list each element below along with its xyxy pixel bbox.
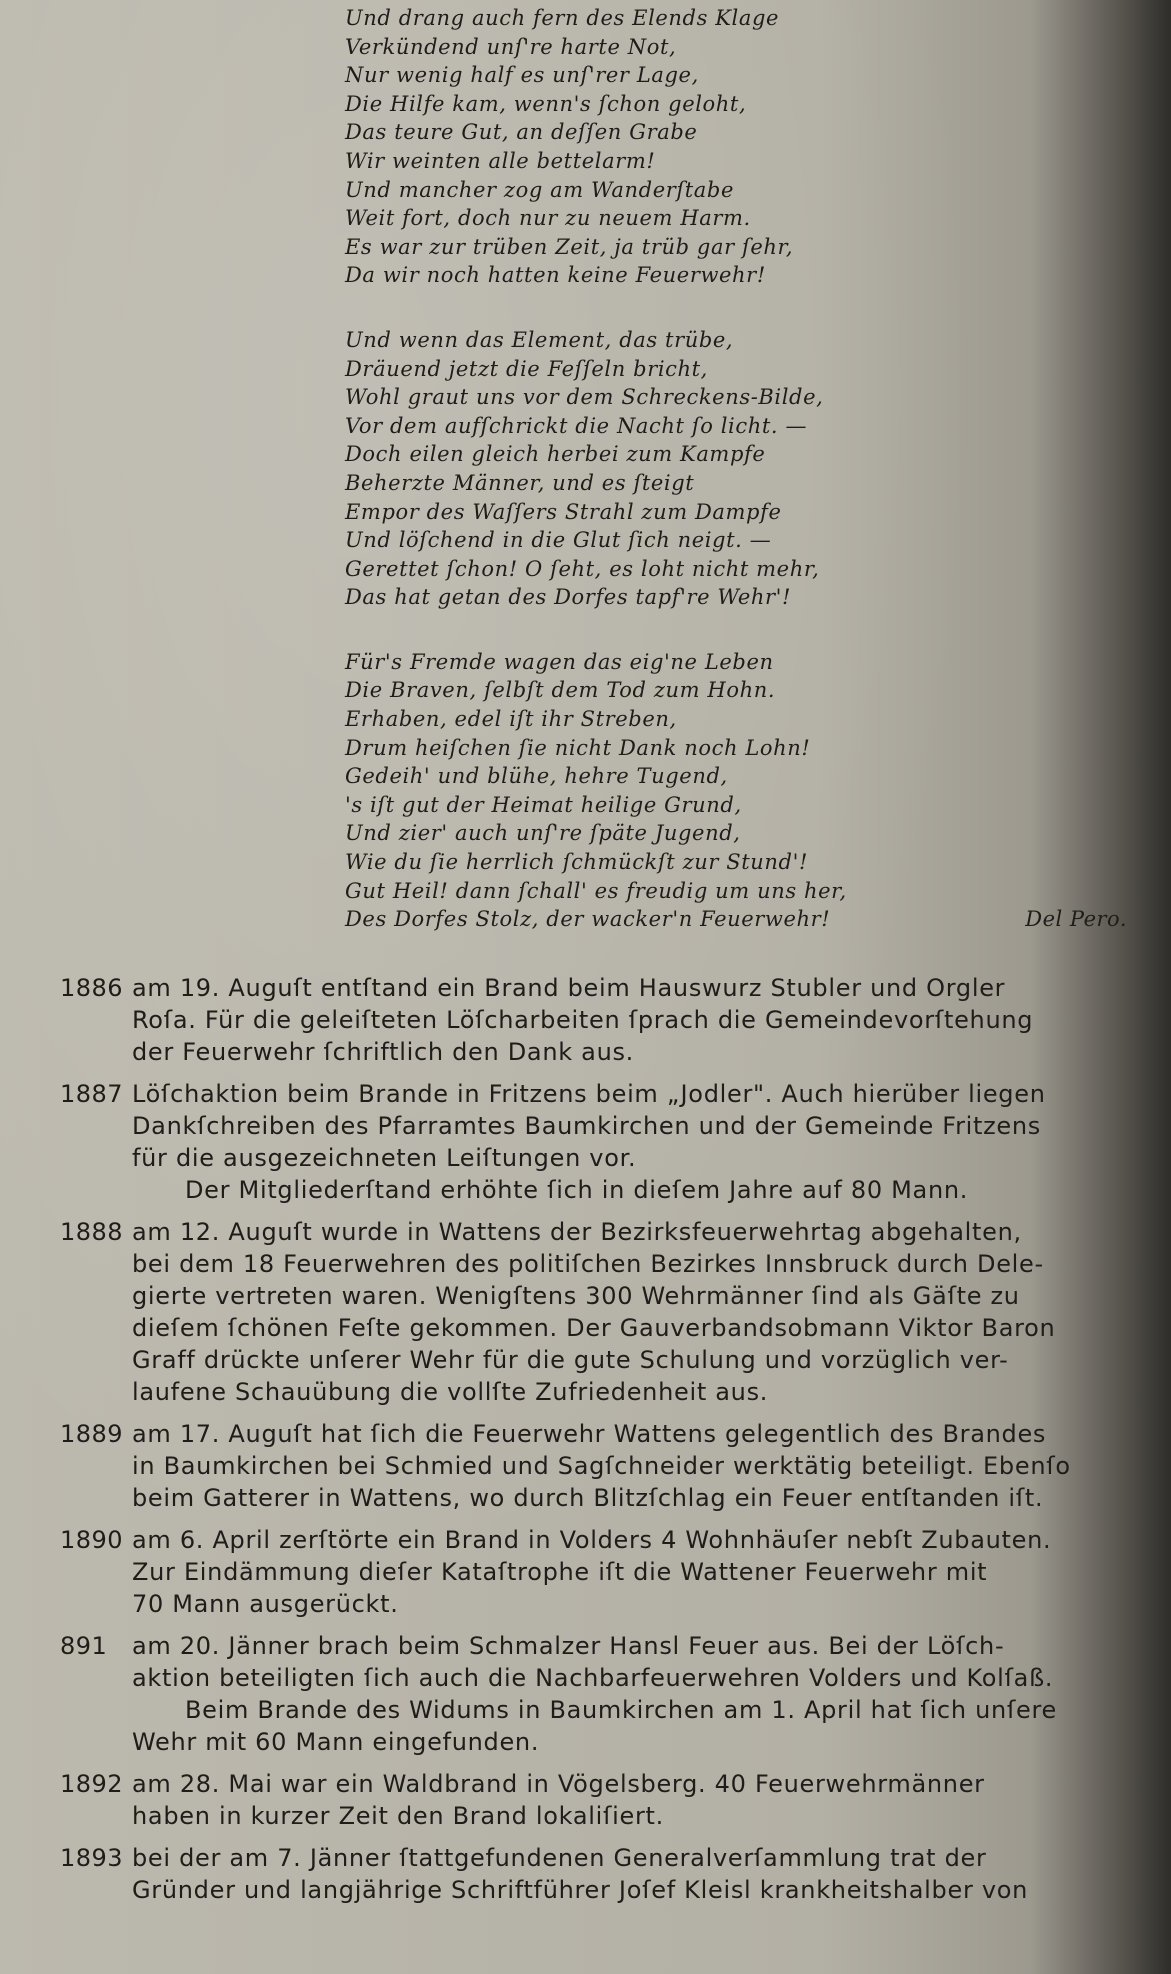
entry-text-line: aktion beteiligten ſich auch die Nachbarfeuerwehren Volders und Kolſaß. — [132, 1664, 1054, 1692]
entry-text-line: dieſem ſchönen Feſte gekommen. Der Gauverbandsobmann Viktor Baron — [132, 1314, 1056, 1342]
entry-year: 1888 — [60, 1218, 124, 1246]
chronicle-entry — [48, 1768, 1148, 1832]
chronicle — [48, 972, 1148, 1916]
chronicle-entry — [48, 1418, 1148, 1514]
chronicle-entry — [48, 1842, 1148, 1906]
entry-text-line: Graff drückte unſerer Wehr für die gute Schulung und vorzüglich ver- — [132, 1346, 1009, 1374]
verse-line: Die Hilfe kam, wenn's ſchon geloht, — [345, 91, 747, 116]
entry-text-line: Wehr mit 60 Mann eingefunden. — [132, 1728, 540, 1756]
verse-line: Und mancher zog am Wanderſtabe — [345, 177, 734, 202]
poem-closing-row — [345, 905, 1135, 934]
poem — [345, 0, 1135, 970]
entry-year: 1886 — [60, 974, 124, 1002]
verse-line: Für's Fremde wagen das eig'ne Leben — [345, 649, 774, 674]
poem-stanza — [345, 648, 1135, 934]
verse-line: Weit fort, doch nur zu neuem Harm. — [345, 206, 751, 231]
verse-line: Die Braven, ſelbſt dem Tod zum Hohn. — [345, 678, 776, 703]
verse-line: Erhaben, edel iſt ihr Streben, — [345, 707, 677, 732]
entry-text-line: am 17. Auguſt hat ſich die Feuerwehr Wattens gelegentlich des Brandes — [132, 1420, 1047, 1448]
entry-year: 1893 — [60, 1844, 124, 1872]
entry-text-line: beim Gatterer in Wattens, wo durch Blitzſchlag ein Feuer entſtanden iſt. — [132, 1484, 1044, 1512]
entry-year: 1892 — [60, 1770, 124, 1798]
entry-text-line: der Feuerwehr ſchriftlich den Dank aus. — [132, 1038, 635, 1066]
entry-text-line: Dankſchreiben des Pfarramtes Baumkirchen und der Gemeinde Fritzens — [132, 1112, 1041, 1140]
entry-text-line: am 28. Mai war ein Waldbrand in Vögelsberg. 40 Feuerwehrmänner — [132, 1770, 985, 1798]
verse-line: Nur wenig half es unſ'rer Lage, — [345, 63, 699, 88]
verse-line: Gedeih' und blühe, hehre Tugend, — [345, 764, 728, 789]
poem-stanza — [345, 326, 1135, 612]
verse-line: Es war zur trüben Zeit, ja trüb gar ſehr, — [345, 234, 794, 259]
verse-line: Gut Heil! dann ſchall' es freudig um uns her, — [345, 878, 847, 903]
entry-text-line: laufene Schauübung die vollſte Zufriedenheit aus. — [132, 1378, 769, 1406]
entry-text-line: gierte vertreten waren. Wenigſtens 300 Wehrmänner ſind als Gäſte zu — [132, 1282, 1020, 1310]
entry-text-line: für die ausgezeichneten Leiſtungen vor. — [132, 1144, 637, 1172]
entry-text-line: am 12. Auguſt wurde in Wattens der Bezirksfeuerwehrtag abgehalten, — [132, 1218, 1022, 1246]
verse-line: Und drang auch fern des Elends Klage — [345, 6, 780, 30]
chronicle-entry — [48, 1524, 1148, 1620]
verse-line: Verkündend unſ're harte Not, — [345, 34, 677, 59]
entry-text-line: bei der am 7. Jänner ſtattgefundenen Generalverſammlung trat der — [132, 1844, 987, 1872]
verse-line: Da wir noch hatten keine Feuerwehr! — [345, 263, 766, 288]
verse-line: Doch eilen gleich herbei zum Kampfe — [345, 442, 766, 467]
verse-line: Dräuend jetzt die Feſſeln bricht, — [345, 356, 708, 381]
entry-text-line: am 19. Auguſt entſtand ein Brand beim Hauswurz Stubler und Orgler — [132, 974, 1006, 1002]
verse-line: Wohl graut uns vor dem Schreckens-Bilde, — [345, 385, 824, 410]
entry-text-line: Zur Eindämmung dieſer Kataſtrophe iſt die Wattener Feuerwehr mit — [132, 1558, 988, 1586]
entry-text-line: haben in kurzer Zeit den Brand lokaliſiert. — [132, 1802, 664, 1830]
entry-text-line: in Baumkirchen bei Schmied und Sagſchneider werktätig beteiligt. Ebenſo — [132, 1452, 1071, 1480]
chronicle-entry — [48, 1216, 1148, 1408]
entry-text-line: Beim Brande des Widums in Baumkirchen am 1. April hat ſich unſere — [185, 1696, 1058, 1724]
verse-line: Und löſchend in die Glut ſich neigt. — — [345, 528, 772, 553]
entry-text-line: Roſa. Für die geleiſteten Löſcharbeiten ſprach die Gemeindevorſtehung — [132, 1006, 1034, 1034]
entry-year: 1889 — [60, 1420, 124, 1448]
verse-line: Gerettet ſchon! O ſeht, es loht nicht mehr, — [345, 556, 820, 581]
verse-line: Und zier' auch unſ're ſpäte Jugend, — [345, 821, 741, 846]
entry-text-line: Gründer und langjährige Schriftführer Joſef Kleisl krankheitshalber von — [132, 1876, 1029, 1904]
verse-line: Das teure Gut, an deſſen Grabe — [345, 120, 698, 145]
verse-line: Und wenn das Element, das trübe, — [345, 327, 734, 352]
entry-text-line: Löſchaktion beim Brande in Fritzens beim „Jodler". Auch hierüber liegen — [132, 1080, 1046, 1108]
verse-line: Wie du ſie herrlich ſchmückſt zur Stund'! — [345, 850, 808, 875]
verse-line: Vor dem aufſchrickt die Nacht ſo licht. — — [345, 413, 808, 438]
verse-line: 's iſt gut der Heimat heilige Grund, — [345, 792, 742, 817]
entry-text-line: bei dem 18 Feuerwehren des politiſchen Bezirkes Innsbruck durch Dele- — [132, 1250, 1044, 1278]
verse-line: Das hat getan des Dorfes tapf're Wehr'! — [345, 585, 792, 610]
chronicle-entry — [48, 972, 1148, 1068]
entry-year: 1887 — [60, 1080, 124, 1108]
entry-text-line: am 20. Jänner brach beim Schmalzer Hansl Feuer aus. Bei der Löſch- — [132, 1632, 1005, 1660]
chronicle-entry — [48, 1630, 1148, 1758]
entry-year: 891 — [60, 1632, 108, 1660]
chronicle-entry — [48, 1078, 1148, 1206]
poem-author: Del Pero. — [1025, 907, 1127, 932]
verse-line: Wir weinten alle bettelarm! — [345, 148, 656, 173]
verse-line: Drum heiſchen ſie nicht Dank noch Lohn! — [345, 735, 811, 760]
verse-line: Beherzte Männer, und es ſteigt — [345, 470, 695, 495]
poem-stanza — [345, 4, 1135, 290]
entry-year: 1890 — [60, 1526, 124, 1554]
entry-text-line: am 6. April zerſtörte ein Brand in Volders 4 Wohnhäuſer nebſt Zubauten. — [132, 1526, 1052, 1554]
verse-line: Des Dorfes Stolz, der wacker'n Feuerwehr! — [345, 907, 831, 932]
entry-text-line: Der Mitgliederſtand erhöhte ſich in dieſem Jahre auf 80 Mann. — [185, 1176, 969, 1204]
entry-text-line: 70 Mann ausgerückt. — [132, 1590, 399, 1618]
verse-line: Empor des Waſſers Strahl zum Dampfe — [345, 499, 782, 524]
